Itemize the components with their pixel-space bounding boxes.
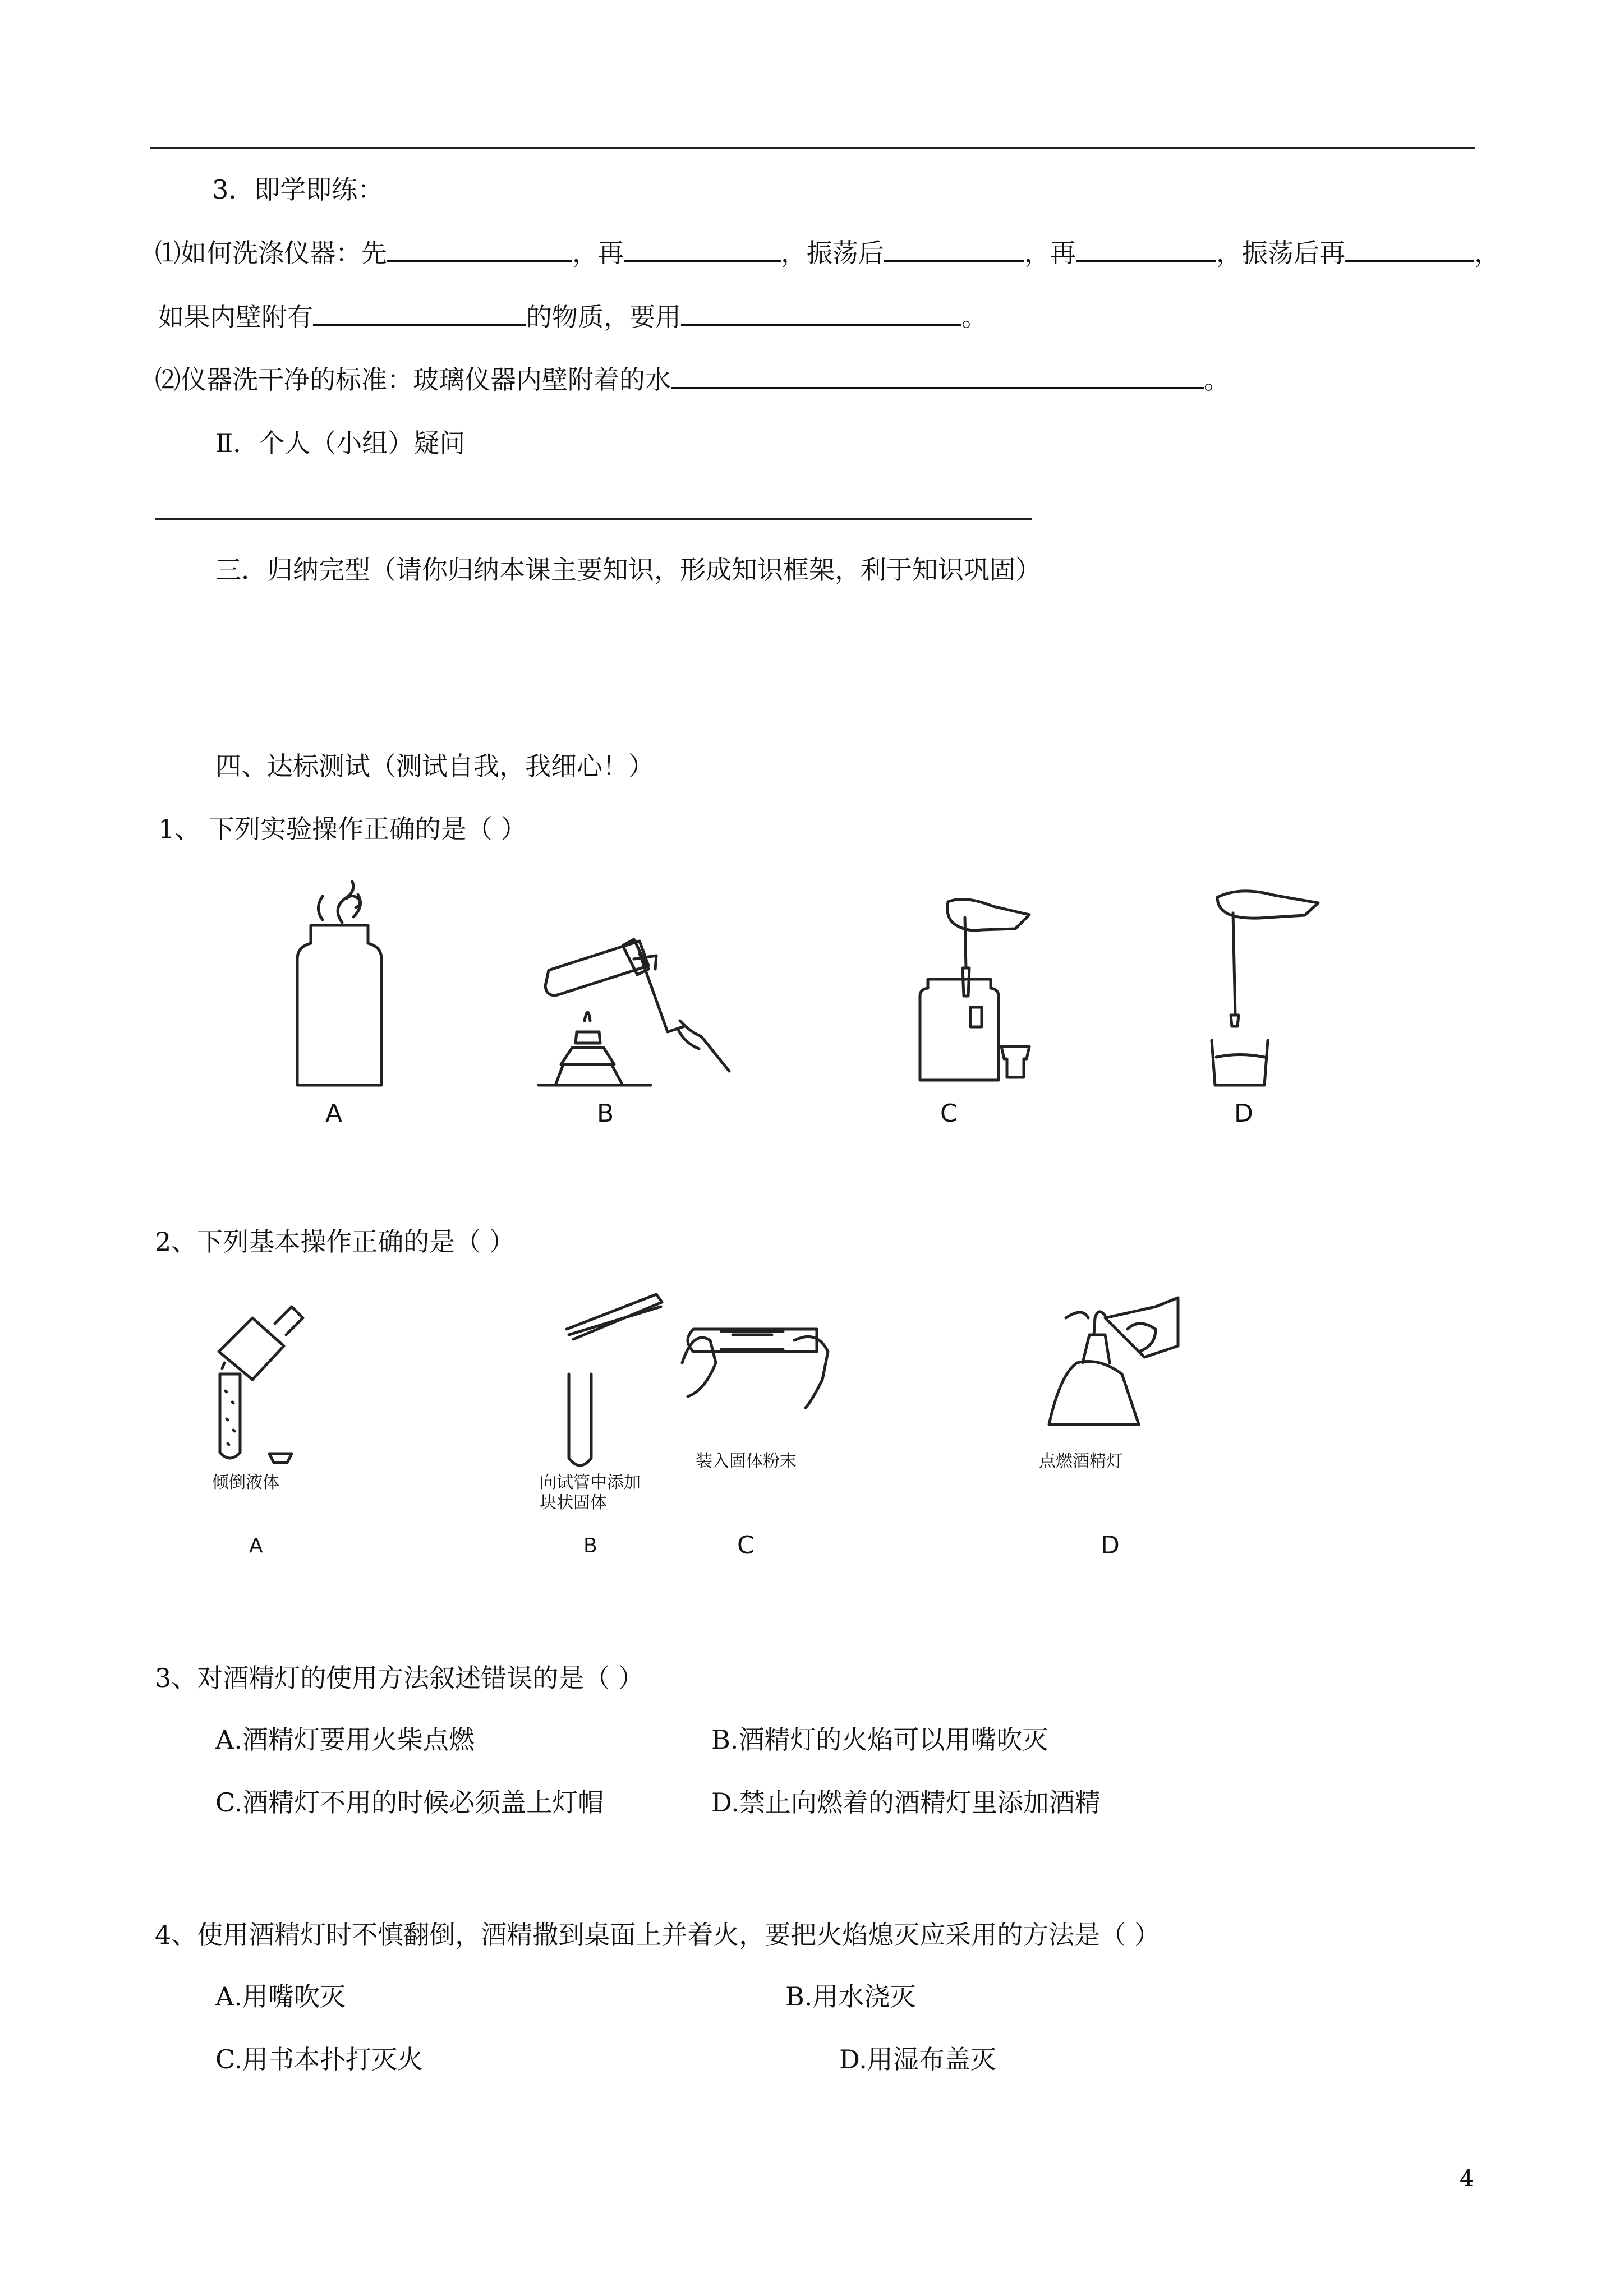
q3-option-d[interactable]: D.禁止向燃着的酒精灯里添加酒精 bbox=[711, 1787, 1101, 1818]
q2-caption-c: 装入固体粉末 bbox=[696, 1451, 797, 1471]
q2-stem: 2、下列基本操作正确的是（ ） bbox=[155, 1227, 515, 1257]
answer-blank[interactable] bbox=[681, 299, 961, 326]
q1-label-d: D bbox=[1234, 1099, 1253, 1128]
section-si-title: 四、达标测试（测试自我，我细心！） bbox=[215, 751, 654, 781]
answer-blank[interactable] bbox=[1345, 236, 1474, 262]
clean-standard-text: 。 bbox=[1204, 365, 1230, 395]
q2-label-a: A bbox=[249, 1534, 263, 1557]
page-number: 4 bbox=[1460, 2166, 1474, 2192]
q1-stem: 1、 下列实验操作正确的是（ ） bbox=[158, 814, 527, 844]
answer-blank[interactable] bbox=[1076, 236, 1216, 262]
q4-option-a[interactable]: A.用嘴吹灭 bbox=[215, 1981, 346, 2012]
wash-question-line2 bbox=[158, 299, 987, 334]
q3-option-c[interactable]: C.酒精灯不用的时候必须盖上灯帽 bbox=[215, 1787, 604, 1818]
wash-question-line1 bbox=[155, 236, 1500, 270]
wash-q1-text: 。 bbox=[961, 302, 987, 332]
q1-figure-b-heating-tube bbox=[539, 937, 752, 1105]
q2-caption-a: 倾倒液体 bbox=[212, 1473, 279, 1492]
section-ii-title: Ⅱ．个人（小组）疑问 bbox=[215, 428, 466, 458]
q1-label-b: B bbox=[597, 1099, 614, 1128]
clean-standard-question bbox=[155, 362, 1230, 397]
wash-q1-text: 的物质，要用 bbox=[526, 302, 681, 332]
q2-label-c: C bbox=[737, 1531, 755, 1560]
wash-q1-text: ， bbox=[1474, 238, 1500, 268]
answer-blank[interactable] bbox=[313, 299, 526, 326]
q2-figure-d-lighting-lamp bbox=[1043, 1295, 1189, 1436]
q2-label-d: D bbox=[1101, 1531, 1120, 1560]
wash-q1-text: ，振荡后再 bbox=[1216, 238, 1345, 268]
wash-q1-text: ，振荡后 bbox=[781, 238, 884, 268]
q4-option-c[interactable]: C.用书本扑打灭火 bbox=[215, 2044, 424, 2074]
answer-blank[interactable] bbox=[671, 362, 1204, 389]
q4-stem: 4、使用酒精灯时不慎翻倒，酒精撒到桌面上并着火，要把火焰熄灭应采用的方法是（ ） bbox=[155, 1920, 1160, 1950]
header-rule bbox=[150, 147, 1475, 149]
question-answer-line[interactable] bbox=[155, 518, 1032, 520]
q2-figure-a-pouring bbox=[213, 1284, 320, 1469]
q1-figure-d-dropper-beaker bbox=[1206, 886, 1335, 1088]
section-3-title: 3．即学即练： bbox=[212, 174, 384, 205]
wash-q1-text: ，再 bbox=[572, 238, 624, 268]
q2-figure-b-tongs bbox=[561, 1290, 668, 1475]
q3-stem: 3、对酒精灯的使用方法叙述错误的是（ ） bbox=[155, 1663, 644, 1693]
q2-label-b: B bbox=[583, 1534, 597, 1557]
wash-q1-text: ⑴如何洗涤仪器：先 bbox=[155, 238, 387, 268]
clean-standard-text: ⑵仪器洗干净的标准：玻璃仪器内壁附着的水 bbox=[155, 365, 671, 395]
q3-option-b[interactable]: B.酒精灯的火焰可以用嘴吹灭 bbox=[711, 1725, 1048, 1755]
answer-blank[interactable] bbox=[387, 236, 572, 262]
section-san-title: 三．归纳完型（请你归纳本课主要知识，形成知识框架，利于知识巩固） bbox=[215, 555, 1041, 585]
q4-option-b[interactable]: B.用水浇灭 bbox=[785, 1981, 916, 2012]
q4-option-d[interactable]: D.用湿布盖灭 bbox=[839, 2044, 996, 2074]
q2-caption-b: 向试管中添加 块状固体 bbox=[540, 1473, 641, 1513]
q1-figure-a-gas-jar bbox=[280, 892, 393, 1094]
q1-figure-c-dropper-bottle bbox=[914, 895, 1049, 1091]
q2-caption-d: 点燃酒精灯 bbox=[1039, 1451, 1123, 1471]
q1-label-c: C bbox=[940, 1099, 958, 1128]
q3-option-a[interactable]: A.酒精灯要用火柴点燃 bbox=[215, 1725, 475, 1755]
wash-q1-text: 如果内壁附有 bbox=[158, 302, 313, 332]
answer-blank[interactable] bbox=[624, 236, 781, 262]
wash-q1-text: ，再 bbox=[1024, 238, 1076, 268]
q1-label-a: A bbox=[325, 1099, 343, 1128]
q2-figure-c-powder bbox=[671, 1307, 839, 1413]
answer-blank[interactable] bbox=[884, 236, 1024, 262]
